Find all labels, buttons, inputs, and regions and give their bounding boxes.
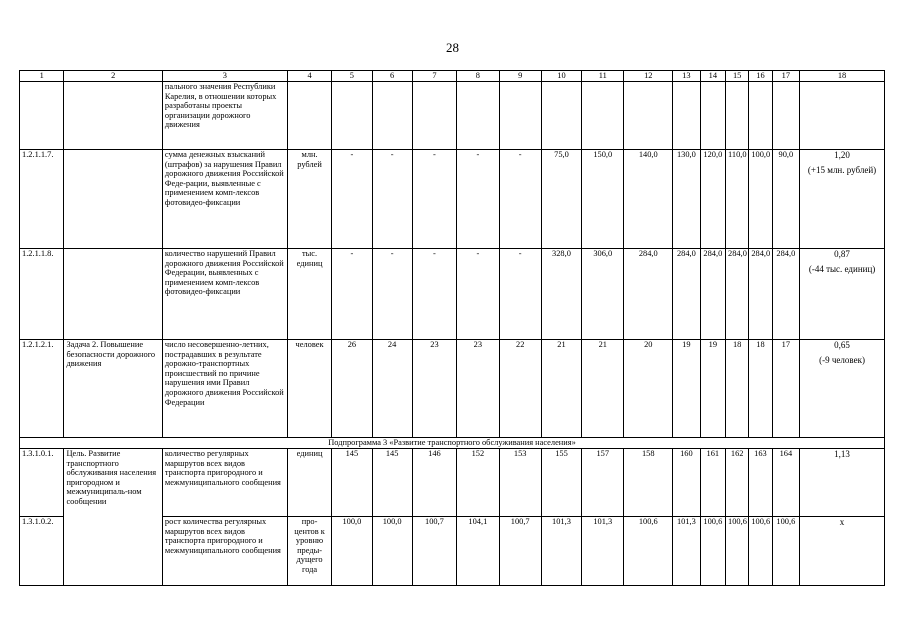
row-value: 90,0 xyxy=(772,150,800,249)
header-cell: 7 xyxy=(412,71,456,82)
row-value: - xyxy=(332,150,372,249)
table-row xyxy=(20,82,885,150)
header-cell: 5 xyxy=(332,71,372,82)
row-value: - xyxy=(457,249,499,340)
row-unit: про-центов к уровню преды-дущего года xyxy=(287,517,331,586)
row-indicator: пального значения Республики Карелия, в отношении которых разработаны проекты организации дорожного движения xyxy=(162,82,287,150)
row-value: 162 xyxy=(726,449,749,517)
header-cell: 1 xyxy=(20,71,64,82)
row-unit: млн. рублей xyxy=(287,150,331,249)
row-final-value: 0,65 xyxy=(834,340,850,350)
row-value: 284,0 xyxy=(749,249,772,340)
row-code: 1.3.1.0.1. xyxy=(20,449,64,517)
row-value: 23 xyxy=(412,340,456,438)
row-value: - xyxy=(372,249,412,340)
row-value: 101,3 xyxy=(541,517,581,586)
row-code: 1.2.1.1.7. xyxy=(20,150,64,249)
row-value: 155 xyxy=(541,449,581,517)
row-final-note: (-44 тыс. единиц) xyxy=(808,264,876,274)
row-value: 145 xyxy=(332,449,372,517)
table-row xyxy=(20,340,885,438)
row-value: 100,6 xyxy=(624,517,673,586)
row-value xyxy=(372,82,412,150)
table-row xyxy=(20,449,885,517)
row-value: 161 xyxy=(700,449,725,517)
header-cell: 4 xyxy=(287,71,331,82)
row-value: 160 xyxy=(673,449,701,517)
header-cell: 9 xyxy=(499,71,541,82)
row-value: - xyxy=(412,150,456,249)
row-value xyxy=(582,82,624,150)
header-cell: 17 xyxy=(772,71,800,82)
row-value: 284,0 xyxy=(700,249,725,340)
row-value: 100,0 xyxy=(372,517,412,586)
row-value: 120,0 xyxy=(700,150,725,249)
subprogram-title: Подпрограмма 3 «Развитие транспортного обслуживания населения» xyxy=(20,438,885,449)
row-value: 328,0 xyxy=(541,249,581,340)
row-value xyxy=(457,82,499,150)
header-cell: 3 xyxy=(162,71,287,82)
indicators-table xyxy=(19,70,885,586)
row-value: 158 xyxy=(624,449,673,517)
row-value: 110,0 xyxy=(726,150,749,249)
row-value: 100,0 xyxy=(332,517,372,586)
row-indicator: рост количества регулярных маршрутов всех видов транспорта пригородного и межмуниципального сообщения xyxy=(162,517,287,586)
row-goal: Задача 2. Повышение безопасности дорожного движения xyxy=(64,340,162,438)
row-value: - xyxy=(332,249,372,340)
row-code: 1.3.1.0.2. xyxy=(20,517,64,586)
row-code: 1.2.1.1.8. xyxy=(20,249,64,340)
row-value: - xyxy=(412,249,456,340)
header-cell: 14 xyxy=(700,71,725,82)
row-goal xyxy=(64,150,162,249)
row-value: - xyxy=(499,249,541,340)
row-value: 100,6 xyxy=(726,517,749,586)
row-value xyxy=(412,82,456,150)
row-value: 18 xyxy=(726,340,749,438)
row-value xyxy=(749,82,772,150)
row-goal xyxy=(64,249,162,340)
row-value: 164 xyxy=(772,449,800,517)
page-number: 28 xyxy=(446,40,459,55)
subprogram-row xyxy=(20,438,885,449)
row-value: 284,0 xyxy=(772,249,800,340)
row-value: 21 xyxy=(582,340,624,438)
row-value xyxy=(726,82,749,150)
row-value: 152 xyxy=(457,449,499,517)
header-cell: 6 xyxy=(372,71,412,82)
row-value: - xyxy=(457,150,499,249)
row-value: 75,0 xyxy=(541,150,581,249)
row-value: 104,1 xyxy=(457,517,499,586)
row-value: 145 xyxy=(372,449,412,517)
header-cell: 2 xyxy=(64,71,162,82)
row-value: 19 xyxy=(700,340,725,438)
row-value: 146 xyxy=(412,449,456,517)
row-value: 100,6 xyxy=(749,517,772,586)
header-cell: 13 xyxy=(673,71,701,82)
row-final-value: 1,20 xyxy=(834,150,850,160)
header-cell: 10 xyxy=(541,71,581,82)
row-value: 21 xyxy=(541,340,581,438)
row-value: 157 xyxy=(582,449,624,517)
header-cell: 16 xyxy=(749,71,772,82)
row-value: 23 xyxy=(457,340,499,438)
row-indicator: сумма денежных взысканий (штрафов) за нарушения Правил дорожного движения Российской Феде-рации, выявленные с применением комп-лексов фотовидео-фиксации xyxy=(162,150,287,249)
row-value: 20 xyxy=(624,340,673,438)
row-code: 1.2.1.2.1. xyxy=(20,340,64,438)
row-value: 22 xyxy=(499,340,541,438)
row-value: 130,0 xyxy=(673,150,701,249)
row-final xyxy=(800,517,885,586)
header-cell: 15 xyxy=(726,71,749,82)
row-final-value: х xyxy=(839,517,845,527)
row-value xyxy=(332,82,372,150)
row-value: 26 xyxy=(332,340,372,438)
row-value: - xyxy=(372,150,412,249)
row-value: 18 xyxy=(749,340,772,438)
row-value xyxy=(624,82,673,150)
header-cell: 8 xyxy=(457,71,499,82)
row-value: 24 xyxy=(372,340,412,438)
row-final-note: (+15 млн. рублей) xyxy=(807,165,877,175)
row-value: 306,0 xyxy=(582,249,624,340)
row-final xyxy=(800,82,885,150)
table-row xyxy=(20,150,885,249)
row-final xyxy=(800,340,885,438)
row-value: 100,6 xyxy=(700,517,725,586)
row-goal xyxy=(64,82,162,150)
header-cell: 18 xyxy=(800,71,885,82)
row-final-value: 0,87 xyxy=(834,249,850,259)
row-final xyxy=(800,249,885,340)
row-indicator: число несовершенно-летних, пострадавших в результате дорожно-транспортных происшествий по причине нарушения ими Правил дорожного движения Российской Федерации xyxy=(162,340,287,438)
row-final-note: (-9 человек) xyxy=(819,355,865,365)
row-value: 100,7 xyxy=(499,517,541,586)
row-unit: человек xyxy=(287,340,331,438)
row-value xyxy=(541,82,581,150)
row-value: 284,0 xyxy=(726,249,749,340)
row-unit xyxy=(287,82,331,150)
header-cell: 11 xyxy=(582,71,624,82)
row-goal: Цель. Развитие транспортного обслуживания населения пригородном и межмуниципаль-ном сообщении xyxy=(64,449,162,586)
row-value: 101,3 xyxy=(582,517,624,586)
row-value: 150,0 xyxy=(582,150,624,249)
row-final-value: 1,13 xyxy=(834,449,850,459)
row-value: 101,3 xyxy=(673,517,701,586)
row-indicator: количество регулярных маршрутов всех видов транспорта пригородного и межмуниципального сообщения xyxy=(162,449,287,517)
row-value: 100,7 xyxy=(412,517,456,586)
row-unit: единиц xyxy=(287,449,331,517)
table-row xyxy=(20,249,885,340)
row-value: 140,0 xyxy=(624,150,673,249)
row-value: 163 xyxy=(749,449,772,517)
row-value: 284,0 xyxy=(673,249,701,340)
row-value: 284,0 xyxy=(624,249,673,340)
row-value: 19 xyxy=(673,340,701,438)
header-cell: 12 xyxy=(624,71,673,82)
header-row xyxy=(20,71,885,82)
row-value xyxy=(499,82,541,150)
row-indicator: количество нарушений Правил дорожного движения Российской Федерации, выявленных с применением комп-лексов фотовидео-фиксации xyxy=(162,249,287,340)
row-unit: тыс. единиц xyxy=(287,249,331,340)
row-value: 100,6 xyxy=(772,517,800,586)
row-value xyxy=(772,82,800,150)
row-value: 17 xyxy=(772,340,800,438)
row-value xyxy=(700,82,725,150)
row-value: 100,0 xyxy=(749,150,772,249)
row-value xyxy=(673,82,701,150)
row-value: 153 xyxy=(499,449,541,517)
row-final xyxy=(800,449,885,517)
row-value: - xyxy=(499,150,541,249)
row-final xyxy=(800,150,885,249)
row-code xyxy=(20,82,64,150)
